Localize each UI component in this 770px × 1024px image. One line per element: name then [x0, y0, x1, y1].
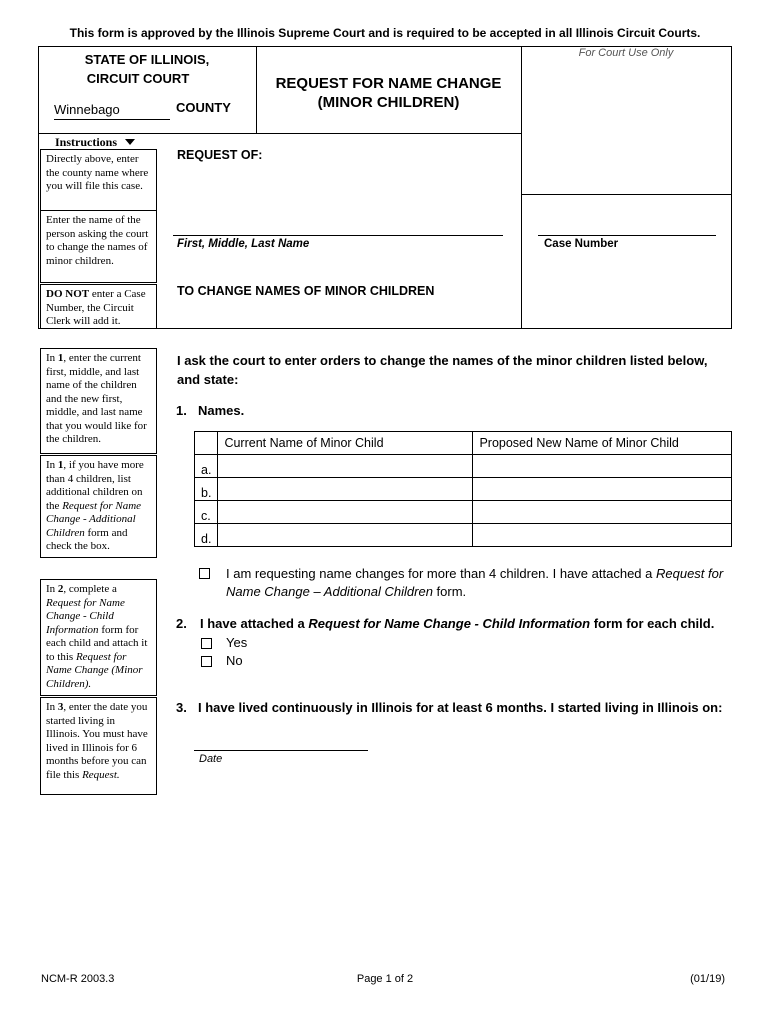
- instr5-a: In: [46, 459, 58, 471]
- row-label: b.: [195, 478, 218, 501]
- more-children-text: [226, 565, 726, 601]
- current-name-cell[interactable]: [218, 524, 473, 547]
- case-number-caption: Case Number: [544, 238, 619, 250]
- case-number-field[interactable]: [538, 222, 716, 236]
- current-name-header: Current Name of Minor Child: [218, 432, 473, 455]
- top-notice: This form is approved by the Illinois Supreme Court and is required to be accepted in all Illinois Circuit Courts.: [69, 26, 701, 40]
- proposed-name-cell[interactable]: [473, 501, 732, 524]
- court-use-divider: [521, 194, 731, 195]
- section-1-number: 1.: [176, 403, 187, 418]
- state-label: STATE OF ILLINOIS,: [84, 52, 210, 67]
- intro-statement: I ask the court to enter orders to change the names of the minor children listed below, and state:: [177, 353, 708, 387]
- section-2-form-name: Request for Name Change - Child Information: [308, 616, 591, 631]
- date-field[interactable]: [194, 735, 368, 751]
- instr5-d: Request for Name Change - Additional Children: [46, 499, 142, 539]
- form-id: NCM-R 2003.3: [41, 973, 115, 985]
- more-children-checkbox[interactable]: [199, 568, 210, 579]
- instr7-a: In: [46, 701, 58, 713]
- instr6-e: form for each child and attach it to this: [46, 623, 148, 663]
- circuit-court-label: CIRCUIT COURT: [86, 71, 190, 86]
- date-caption: Date: [199, 753, 223, 765]
- section-2-text-a: I have attached a: [200, 616, 309, 631]
- row-label: c.: [195, 501, 218, 524]
- yes-label: Yes: [226, 635, 248, 650]
- table-row: [195, 501, 732, 524]
- table-row: [195, 478, 732, 501]
- court-use-label: For Court Use Only: [578, 47, 674, 59]
- change-names-label: TO CHANGE NAMES OF MINOR CHILDREN: [177, 284, 435, 298]
- instr6-c: , complete a: [63, 583, 117, 595]
- instruction-case-number-text: enter a Case Number, the Circuit Clerk will add it.: [46, 288, 146, 327]
- do-not-text: DO NOT: [46, 288, 90, 300]
- proposed-name-cell[interactable]: [473, 455, 732, 478]
- instructions-heading-label: Instructions: [55, 135, 118, 149]
- county-field[interactable]: Winnebago: [54, 102, 170, 120]
- instruction-additional-children: [40, 455, 157, 558]
- instr4-c: , enter the current first, middle, and last name of the children and the new first, middle, and last name that you would like for the children.: [46, 352, 147, 445]
- section-2-statement: [200, 616, 714, 631]
- instr6-f: Request for Name Change (Minor Children).: [46, 650, 143, 690]
- proposed-name-cell[interactable]: [473, 478, 732, 501]
- more-children-form-name: Request for Name Change – Additional Children: [226, 566, 724, 599]
- page-number: Page 1 of 2: [356, 973, 414, 985]
- instruction-section-1: [40, 348, 157, 454]
- yes-checkbox[interactable]: [201, 638, 212, 649]
- no-checkbox[interactable]: [201, 656, 212, 667]
- table-header-corner: [195, 432, 218, 455]
- instr5-c: , if you have more than 4 children, list additional children on the: [46, 459, 144, 512]
- instruction-section-2: [40, 579, 157, 696]
- instr6-a: In: [46, 583, 58, 595]
- table-header-row: [195, 432, 732, 455]
- instruction-case-number: [40, 284, 157, 329]
- request-of-label: REQUEST OF:: [177, 148, 263, 162]
- requester-name-caption: First, Middle, Last Name: [177, 238, 310, 250]
- current-name-cell[interactable]: [218, 478, 473, 501]
- instructions-heading: [38, 134, 157, 150]
- instr6-d: Request for Name Change - Child Information: [46, 596, 125, 636]
- row-label: a.: [195, 455, 218, 478]
- instr6-b: 2: [57, 583, 64, 595]
- no-label: No: [226, 653, 243, 668]
- section-3-statement: I have lived continuously in Illinois for at least 6 months. I started living in Illinois on:: [198, 700, 723, 715]
- proposed-name-cell[interactable]: [473, 524, 732, 547]
- section-1-title-text: Names: [198, 403, 241, 418]
- county-label: COUNTY: [176, 100, 231, 115]
- section-2-text-c: form for each child.: [590, 616, 715, 631]
- table-row: [195, 455, 732, 478]
- instr7-d: Request.: [82, 768, 120, 781]
- names-table: [194, 431, 732, 547]
- proposed-name-header: Proposed New Name of Minor Child: [473, 432, 732, 455]
- caret-down-icon: [125, 139, 135, 146]
- header-right-border: [731, 46, 732, 329]
- current-name-cell[interactable]: [218, 501, 473, 524]
- header-left-border: [38, 46, 39, 329]
- requester-name-field[interactable]: [173, 222, 503, 236]
- instruction-section-3: [40, 697, 157, 795]
- instr7-b: 3: [57, 701, 64, 713]
- section-3-number: 3.: [176, 700, 187, 715]
- section-1-title: Names.: [198, 403, 245, 418]
- revision-date: (01/19): [690, 973, 725, 985]
- instr5-e: form and check the box.: [46, 526, 128, 552]
- instruction-requester: Enter the name of the person asking the court to change the names of minor children.: [40, 210, 157, 283]
- instr4-b: 1: [57, 352, 64, 364]
- section-2-number: 2.: [176, 616, 187, 631]
- instruction-county: Directly above, enter the county name where you will file this case.: [40, 149, 157, 211]
- table-row: [195, 524, 732, 547]
- instr4-a: In: [46, 352, 58, 364]
- row-label: d.: [195, 524, 218, 547]
- court-use-border: [521, 46, 522, 329]
- current-name-cell[interactable]: [218, 455, 473, 478]
- more-children-text-a: I am requesting name changes for more than 4 children. I have attached a: [226, 566, 656, 581]
- more-children-text-c: form.: [432, 584, 467, 599]
- form-title-line1: REQUEST FOR NAME CHANGE: [275, 75, 502, 92]
- instr7-c: , enter the date you started living in Illinois. You must have lived in Illinois for 6 months before you can file this: [46, 701, 148, 781]
- instr5-b: 1: [57, 459, 64, 471]
- form-title-line2: (MINOR CHILDREN): [317, 94, 460, 111]
